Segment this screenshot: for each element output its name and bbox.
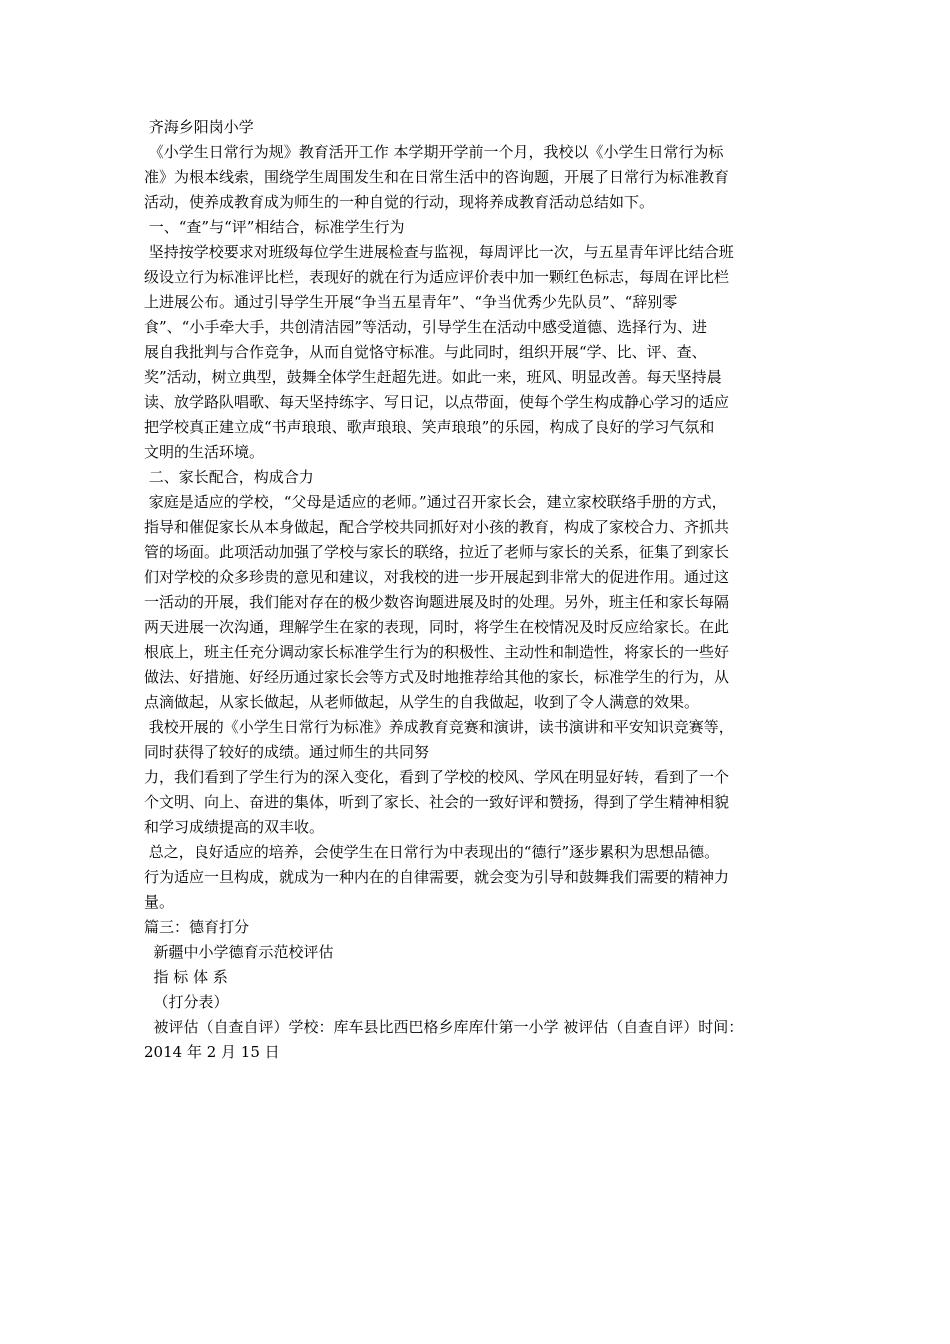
document-line: 食”、“小手牵大手，共创清洁园”等活动，引导学生在活动中感受道德、选择行为、进 (144, 318, 708, 336)
document-line: 个文明、向上、奋进的集体，听到了家长、社会的一致好评和赞扬，得到了学生精神相貌 (144, 793, 730, 811)
document-body (144, 115, 816, 1065)
document-line: 一活动的开展，我们能对存在的极少数咨询题进展及时的处理。另外，班主任和家长每隔 (144, 593, 730, 611)
document-line: 齐海乡阳岗小学 (144, 118, 254, 136)
document-line: 奖”活动，树立典型，鼓舞全体学生赶超先进。如此一来，班风、明显改善。每天坚持晨 (144, 368, 722, 386)
document-line: 我校开展的《小学生日常行为标准》养成教育竞赛和演讲，读书演讲和平安知识竞赛等， (144, 718, 734, 736)
document-line: 点滴做起，从家长做起，从老师做起，从学生的自我做起，收到了令人满意的效果。 (144, 693, 700, 711)
document-line: 坚持按学校要求对班级每位学生进展检查与监视，每周评比一次，与五星青年评比结合班 (144, 243, 734, 261)
section-heading: 一、“查”与“评”相结合，标准学生行为 (144, 218, 405, 236)
document-line: 家庭是适应的学校，“父母是适应的老师。”通过召开家长会，建立家校联络手册的方式， (144, 493, 727, 511)
document-line: 量。 (144, 893, 175, 911)
section-heading: 二、家长配合，构成合力 (144, 468, 314, 486)
document-line: 2014 年 2 月 15 日 (144, 1043, 280, 1061)
document-line: 级设立行为标准评比栏，表现好的就在行为适应评价表中加一颗红色标志，每周在评比栏 (144, 268, 730, 286)
document-line: 做法、好措施、好经历通过家长会等方式及时地推荐给其他的家长，标准学生的行为，从 (144, 668, 730, 686)
document-line: 《小学生日常行为规》教育活开工作 本学期开学前一个月，我校以《小学生日常行为标 (144, 143, 724, 161)
document-line: 被评估（自查自评）学校：库车县比西巴格乡库库什第一小学 被评估（自查自评）时间： (144, 1018, 744, 1036)
document-line: 展自我批判与合作竞争，从而自觉恪守标准。与此同时，组织开展“学、比、评、查、 (144, 343, 707, 361)
document-line: 同时获得了较好的成绩。通过师生的共同努 (144, 743, 430, 761)
document-line: 总之，良好适应的培养，会使学生在日常行为中表现出的“德行”逐步累积为思想品德。 (144, 843, 720, 861)
document-line: 管的场面。此项活动加强了学校与家长的联络，拉近了老师与家长的关系，征集了到家长 (144, 543, 730, 561)
document-line: 把学校真正建立成“书声琅琅、歌声琅琅、笑声琅琅”的乐园，构成了良好的学习气氛和 (144, 418, 715, 436)
document-line: 新疆中小学德育示范校评估 (144, 943, 334, 961)
document-line: 和学习成绩提高的双丰收。 (144, 818, 325, 836)
section-heading: 篇三：德育打分 (144, 918, 250, 936)
document-line: 指导和催促家长从本身做起，配合学校共同抓好对小孩的教育，构成了家校合力、齐抓共 (144, 518, 730, 536)
document-line: 准》为根本线索，围绕学生周围发生和在日常生活中的咨询题，开展了日常行为标准教育 (144, 168, 730, 186)
document-line: 行为适应一旦构成，就成为一种内在的自律需要，就会变为引导和鼓舞我们需要的精神力 (144, 868, 730, 886)
document-line: 们对学校的众多珍贵的意见和建议，对我校的进一步开展起到非常大的促进作用。通过这 (144, 568, 730, 586)
document-line: 文明的生活环境。 (144, 443, 265, 461)
document-line: 根底上，班主任充分调动家长标准学生行为的积极性、主动性和制造性，将家长的一些好 (144, 643, 730, 661)
document-line: 指 标 体 系 (144, 968, 228, 986)
document-line: 读、放学路队唱歌、每天坚持练字、写日记，以点带面，使每个学生构成静心学习的适应 (144, 393, 730, 411)
document-line: 活动，使养成教育成为师生的一种自觉的行动，现将养成教育活动总结如下。 (144, 193, 655, 211)
document-line: （打分表） (144, 993, 229, 1011)
document-line: 两天进展一次沟通，理解学生在家的表现，同时，将学生在校情况及时反应给家长。在此 (144, 618, 730, 636)
document-line: 上进展公布。通过引导学生开展“争当五星青年”、“争当优秀少先队员”、“辞别零 (144, 293, 678, 311)
document-line: 力，我们看到了学生行为的深入变化，看到了学校的校风、学风在明显好转，看到了一个 (144, 768, 730, 786)
